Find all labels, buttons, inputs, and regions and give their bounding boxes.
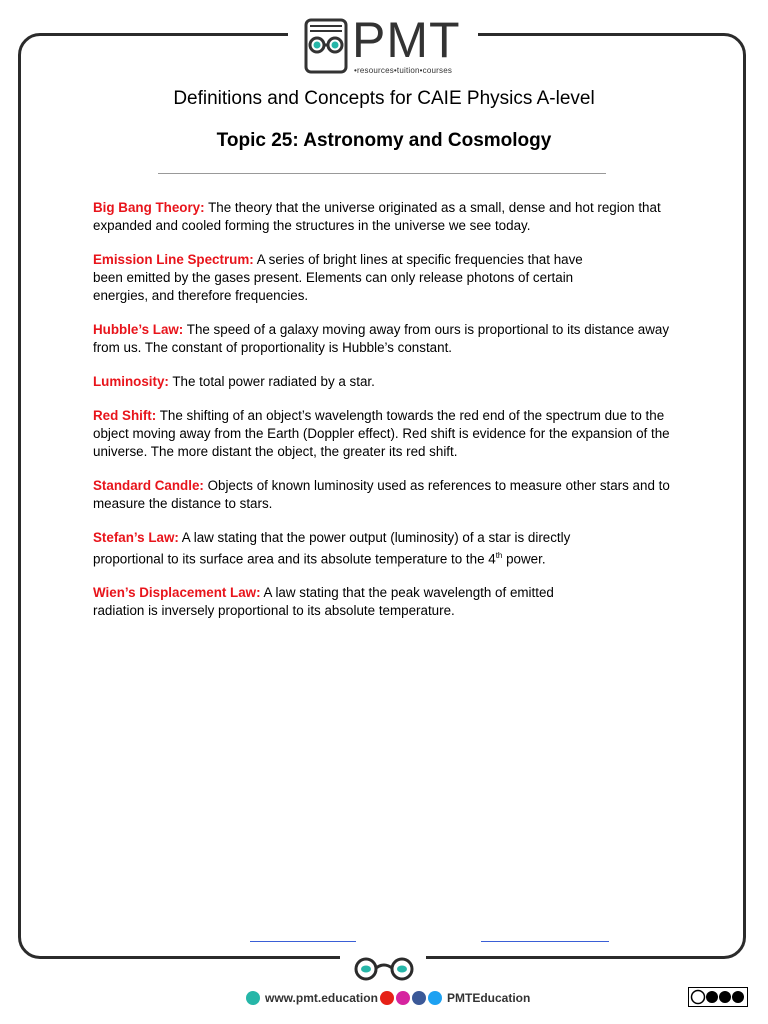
definition-text: A law stating that the power output (luminosity) of a star is directly proportional to its surface area and its absolute temperature to the 4 — [93, 530, 571, 567]
footer-website[interactable] — [246, 988, 378, 1008]
definition-item — [93, 407, 683, 461]
book-glasses-icon — [302, 18, 350, 74]
definition-term: Emission Line Spectrum: — [93, 252, 254, 267]
cursor-icon — [246, 991, 260, 1005]
logo-tagline: •resources•tuition•courses — [354, 66, 453, 75]
definition-term: Standard Candle: — [93, 478, 204, 493]
cc-license-icon — [690, 989, 746, 1005]
definition-text: A law stating that the peak wavelength of emitted radiation is inversely proportional to its absolute temperature. — [93, 585, 554, 619]
definition-text: Objects of known luminosity used as references to measure other stars and to measure the distance to stars. — [93, 478, 670, 511]
definition-text: The total power radiated by a star. — [168, 374, 375, 389]
footer-link-underline[interactable] — [481, 941, 609, 942]
social-handle: PMTEducation — [447, 991, 531, 1005]
definition-term: Stefan’s Law: — [93, 530, 179, 545]
youtube-icon[interactable] — [380, 991, 394, 1005]
definition-text: The shifting of an object’s wavelength towards the red end of the spectrum due to the object moving away from the Earth (Doppler effect). Red shift is evidence for the expansion of the universe. The more distant the object, the greater its red shift. — [93, 408, 670, 459]
facebook-icon[interactable] — [412, 991, 426, 1005]
definition-text: The theory that the universe originated as a small, dense and hot region that expanded and cooled forming the structures in the universe we see today. — [93, 200, 661, 233]
creative-commons-badge[interactable] — [688, 987, 748, 1007]
website-text[interactable]: www.pmt.education — [265, 991, 378, 1005]
definition-item — [93, 529, 608, 568]
definition-text: A series of bright lines at specific frequencies that have been emitted by the gases present. Elements can only release photons of certain energies, and therefore frequencies. — [93, 252, 583, 303]
definition-text-end: power. — [502, 551, 546, 567]
superscript: th — [495, 551, 503, 560]
pmt-logo — [298, 14, 473, 78]
definition-term: Hubble’s Law: — [93, 322, 184, 337]
definition-item — [93, 199, 683, 235]
definition-term: Red Shift: — [93, 408, 157, 423]
definition-item — [93, 251, 593, 305]
definition-item — [93, 584, 593, 620]
definition-item — [93, 373, 683, 391]
definition-item — [93, 477, 683, 513]
footer-social — [380, 988, 530, 1008]
definition-term: Big Bang Theory: — [93, 200, 205, 215]
definition-item — [93, 321, 683, 357]
definition-text: The speed of a galaxy moving away from ours is proportional to its distance away from us. The constant of proportionality is Hubble’s constant. — [93, 322, 670, 355]
definitions-list — [93, 199, 683, 636]
glasses-icon — [349, 956, 419, 982]
definition-term: Wien’s Displacement Law: — [93, 585, 261, 601]
logo-wordmark: PMT — [352, 12, 461, 68]
title-divider — [158, 173, 606, 174]
topic-title: Topic 25: Astronomy and Cosmology — [216, 130, 552, 151]
footer-link-underline[interactable] — [250, 941, 356, 942]
document-title: Definitions and Concepts for CAIE Physics A-level — [173, 88, 595, 109]
definition-term: Luminosity: — [93, 374, 169, 389]
instagram-icon[interactable] — [396, 991, 410, 1005]
twitter-icon[interactable] — [428, 991, 442, 1005]
